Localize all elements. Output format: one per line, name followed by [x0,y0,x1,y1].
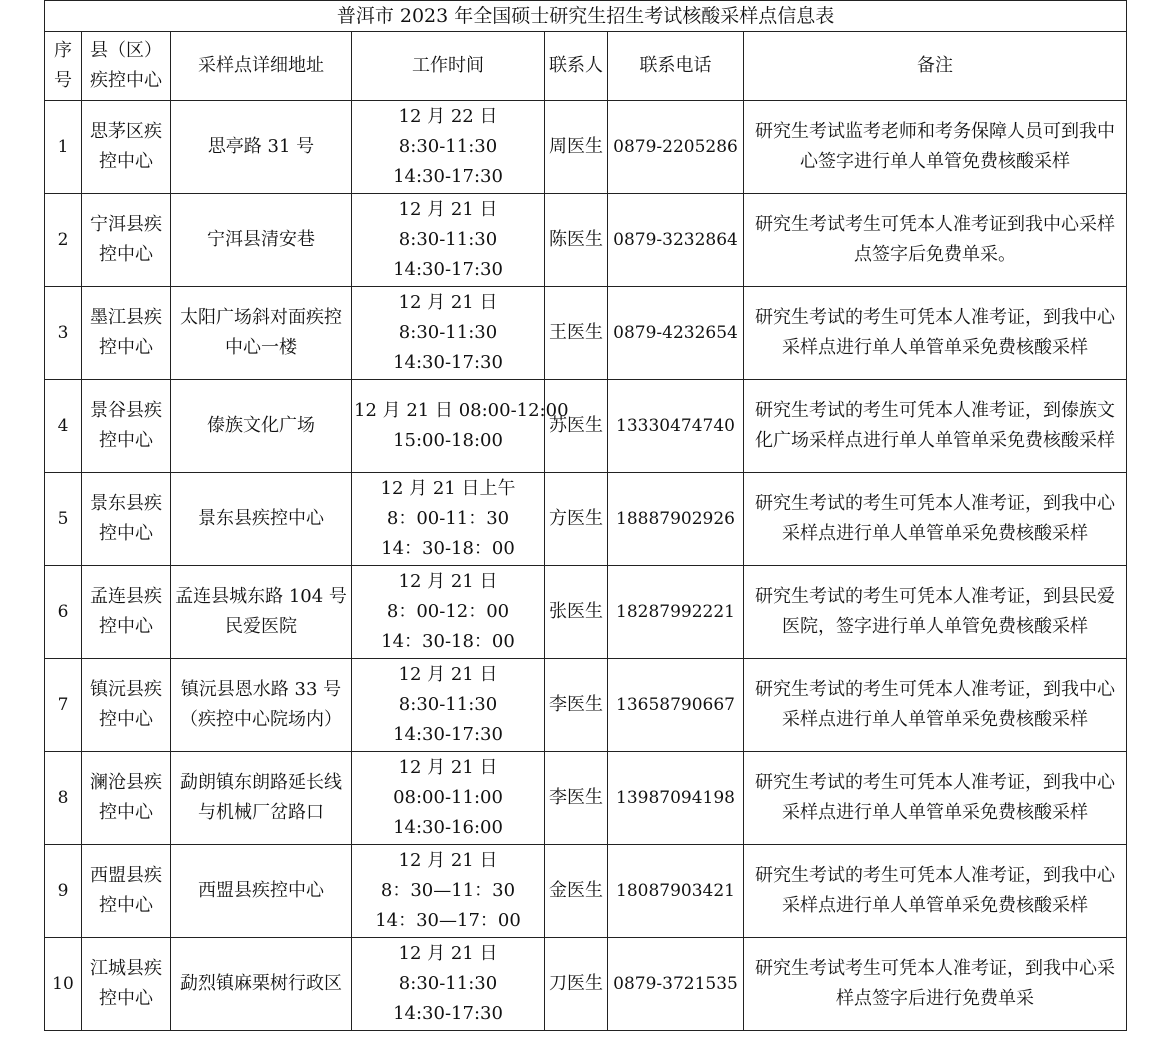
cell-phone: 0879-2205286 [608,101,744,194]
cell-note: 研究生考试的考生可凭本人准考证，到县民爱医院，签字进行单人单管免费核酸采样 [744,566,1127,659]
sampling-sites-table [44,0,1127,1031]
cell-address: 景东县疾控中心 [171,473,352,566]
cell-phone: 0879-3232864 [608,194,744,287]
header-phone: 联系电话 [608,32,744,101]
cell-seq: 9 [45,845,82,938]
cell-seq: 2 [45,194,82,287]
table-row [45,287,1127,380]
header-district: 县（区）疾控中心 [82,32,171,101]
cell-district: 景东县疾控中心 [82,473,171,566]
title-row [45,1,1127,32]
table-row [45,845,1127,938]
cell-contact: 刀医生 [545,938,608,1031]
header-contact: 联系人 [545,32,608,101]
cell-time [352,566,545,659]
time-line: 8:30-11:30 [398,322,498,343]
cell-address: 宁洱县清安巷 [171,194,352,287]
time-line: 14：30-18：00 [381,631,515,652]
table-row [45,566,1127,659]
cell-note: 研究生考试的考生可凭本人准考证，到我中心采样点进行单人单管单采免费核酸采样 [744,845,1127,938]
cell-district: 孟连县疾控中心 [82,566,171,659]
cell-note: 研究生考试的考生可凭本人准考证，到我中心采样点进行单人单管单采免费核酸采样 [744,287,1127,380]
cell-district: 墨江县疾控中心 [82,287,171,380]
cell-address: 孟连县城东路 104 号民爱医院 [171,566,352,659]
time-line: 12 月 21 日上午 [380,478,516,499]
cell-time [352,380,569,473]
cell-contact: 陈医生 [545,194,608,287]
cell-contact: 李医生 [545,752,608,845]
cell-contact: 王医生 [545,287,608,380]
cell-note: 研究生考试的考生可凭本人准考证，到傣族文化广场采样点进行单人单管单采免费核酸采样 [744,380,1127,473]
cell-district: 西盟县疾控中心 [82,845,171,938]
cell-contact: 方医生 [545,473,608,566]
cell-phone: 13987094198 [608,752,744,845]
header-row [45,32,1127,101]
cell-seq: 4 [45,380,82,473]
time-line: 14:30-17:30 [393,259,503,280]
cell-phone: 18887902926 [608,473,744,566]
table-row [45,659,1127,752]
cell-note: 研究生考试考生可凭本人准考证到我中心采样点签字后免费单采。 [744,194,1127,287]
cell-seq: 5 [45,473,82,566]
cell-seq: 10 [45,938,82,1031]
cell-time [352,752,545,845]
time-line: 08:00-11:00 [393,787,503,808]
cell-seq: 6 [45,566,82,659]
cell-time [352,473,545,566]
header-seq: 序号 [45,32,82,101]
cell-seq: 7 [45,659,82,752]
time-line: 12 月 21 日 08:00-12:00 [354,400,569,421]
cell-address: 勐烈镇麻栗树行政区 [171,938,352,1031]
cell-time [352,845,545,938]
header-note: 备注 [744,32,1127,101]
cell-note: 研究生考试的考生可凭本人准考证，到我中心采样点进行单人单管单采免费核酸采样 [744,659,1127,752]
table-body [45,101,1127,1031]
cell-address: 西盟县疾控中心 [171,845,352,938]
cell-district: 澜沧县疾控中心 [82,752,171,845]
time-line: 8：30—11：30 [380,880,516,901]
time-line: 14:30-17:30 [393,166,503,187]
cell-contact: 周医生 [545,101,608,194]
time-line: 12 月 21 日 [398,292,498,313]
cell-note: 研究生考试考生可凭本人准考证，到我中心采样点签字后进行免费单采 [744,938,1127,1031]
time-line: 8:30-11:30 [398,136,498,157]
cell-time [352,287,545,380]
cell-address: 思亭路 31 号 [171,101,352,194]
time-line: 12 月 21 日 [398,664,498,685]
header-address: 采样点详细地址 [171,32,352,101]
cell-address: 傣族文化广场 [171,380,352,473]
cell-phone: 0879-4232654 [608,287,744,380]
time-line: 12 月 21 日 [398,199,498,220]
table-row [45,938,1127,1031]
table-row [45,380,1127,473]
cell-district: 镇沅县疾控中心 [82,659,171,752]
cell-phone: 0879-3721535 [608,938,744,1031]
cell-contact: 金医生 [545,845,608,938]
time-line: 15:00-18:00 [393,430,503,451]
time-line: 12 月 22 日 [398,106,498,127]
cell-contact: 张医生 [545,566,608,659]
time-line: 8:30-11:30 [398,694,498,715]
time-line: 8：00-12：00 [386,601,510,622]
cell-note: 研究生考试的考生可凭本人准考证，到我中心采样点进行单人单管单采免费核酸采样 [744,752,1127,845]
header-time: 工作时间 [352,32,545,101]
table-row [45,101,1127,194]
table-title: 普洱市 2023 年全国硕士研究生招生考试核酸采样点信息表 [45,1,1127,32]
time-line: 8:30-11:30 [398,229,498,250]
cell-seq: 1 [45,101,82,194]
time-line: 14:30-17:30 [393,1003,503,1024]
table-row [45,473,1127,566]
time-line: 14：30—17：00 [375,910,521,931]
cell-district: 景谷县疾控中心 [82,380,171,473]
cell-phone: 13658790667 [608,659,744,752]
cell-district: 宁洱县疾控中心 [82,194,171,287]
cell-phone: 18287992221 [608,566,744,659]
time-line: 14：30-18：00 [381,538,515,559]
cell-contact: 李医生 [545,659,608,752]
time-line: 14:30-16:00 [393,817,503,838]
cell-district: 思茅区疾控中心 [82,101,171,194]
time-line: 8:30-11:30 [398,973,498,994]
time-line: 8：00-11：30 [386,508,510,529]
time-line: 12 月 21 日 [398,571,498,592]
cell-note: 研究生考试的考生可凭本人准考证，到我中心采样点进行单人单管单采免费核酸采样 [744,473,1127,566]
cell-contact: 苏医生 [545,380,608,473]
time-line: 12 月 21 日 [398,850,498,871]
cell-seq: 3 [45,287,82,380]
cell-note: 研究生考试监考老师和考务保障人员可到我中心签字进行单人单管免费核酸采样 [744,101,1127,194]
time-line: 14:30-17:30 [393,724,503,745]
time-line: 14:30-17:30 [393,352,503,373]
cell-phone: 13330474740 [608,380,744,473]
time-line: 12 月 21 日 [398,757,498,778]
cell-time [352,938,545,1031]
cell-phone: 18087903421 [608,845,744,938]
cell-time [352,659,545,752]
cell-address: 镇沅县恩水路 33 号（疾控中心院场内） [171,659,352,752]
info-table-container [44,0,1126,1031]
cell-address: 勐朗镇东朗路延长线与机械厂岔路口 [171,752,352,845]
cell-time [352,101,545,194]
cell-address: 太阳广场斜对面疾控中心一楼 [171,287,352,380]
time-line: 12 月 21 日 [398,943,498,964]
cell-district: 江城县疾控中心 [82,938,171,1031]
table-row [45,194,1127,287]
cell-time [352,194,545,287]
table-row [45,752,1127,845]
cell-seq: 8 [45,752,82,845]
